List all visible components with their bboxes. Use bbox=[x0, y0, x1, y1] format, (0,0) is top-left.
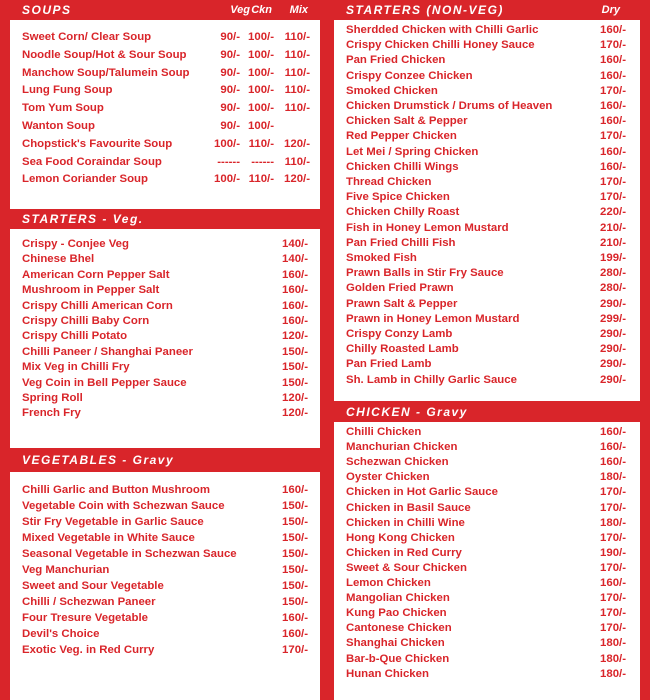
menu-item-row bbox=[334, 621, 640, 636]
menu-item-row bbox=[10, 268, 320, 283]
menu-item-row bbox=[334, 221, 640, 236]
menu-item-row bbox=[10, 237, 320, 252]
menu-item-row bbox=[334, 455, 640, 470]
menu-item-price: 160/- bbox=[600, 100, 626, 112]
menu-item-name: Hong Kong Chicken bbox=[346, 531, 455, 544]
menu-item-name: Crispy Chilli Potato bbox=[22, 330, 128, 343]
menu-item-price: 150/- bbox=[282, 532, 308, 544]
menu-item-name: Crispy Conzee Chicken bbox=[346, 69, 473, 82]
soup-price-ckn: 100/- bbox=[248, 84, 274, 97]
soup-price-mix: 110/- bbox=[284, 66, 310, 79]
menu-item-name: Chilli / Schezwan Paneer bbox=[22, 596, 156, 608]
soup-name: Wanton Soup bbox=[22, 120, 95, 132]
soup-price-veg: 90/- bbox=[220, 48, 240, 61]
menu-item-name: Devil's Choice bbox=[22, 628, 100, 640]
menu-item-price: 170/- bbox=[600, 622, 626, 635]
soup-price-mix: 120/- bbox=[284, 173, 310, 186]
menu-item-price: 160/- bbox=[282, 315, 308, 327]
menu-item-price: 160/- bbox=[282, 299, 308, 312]
menu-item-name: Pan Fried Chicken bbox=[346, 54, 446, 67]
menu-item-price: 140/- bbox=[282, 238, 308, 250]
menu-item-price: 190/- bbox=[600, 546, 626, 559]
menu-item-name: Sh. Lamb in Chilly Garlic Sauce bbox=[346, 373, 517, 386]
soups-title: SOUPS bbox=[22, 3, 72, 17]
menu-item-name: Mangolian Chicken bbox=[346, 592, 450, 605]
menu-item-row bbox=[334, 23, 640, 38]
menu-item-price: 160/- bbox=[600, 54, 626, 67]
menu-item-row bbox=[334, 342, 640, 357]
menu-item-row bbox=[334, 652, 640, 667]
menu-item-row bbox=[10, 391, 320, 406]
menu-item-row bbox=[10, 314, 320, 329]
menu-item-row bbox=[334, 312, 640, 327]
menu-item-row bbox=[334, 501, 640, 516]
menu-item-row bbox=[334, 591, 640, 606]
menu-item-price: 150/- bbox=[282, 564, 308, 576]
soup-name: Chopstick's Favourite Soup bbox=[22, 137, 173, 150]
menu-item-row bbox=[10, 252, 320, 267]
menu-item-row bbox=[10, 515, 320, 530]
menu-item-price: 170/- bbox=[600, 486, 626, 499]
soups-header bbox=[10, 1, 320, 19]
soup-price-ckn: 100/- bbox=[248, 31, 274, 43]
menu-item-price: 160/- bbox=[600, 160, 626, 173]
menu-item-name: Mixed Vegetable in White Sauce bbox=[22, 532, 195, 544]
menu-item-price: 150/- bbox=[282, 516, 308, 528]
menu-item-name: Smoked Chicken bbox=[346, 84, 438, 97]
menu-item-price: 140/- bbox=[282, 253, 308, 266]
menu-item-row bbox=[334, 99, 640, 114]
menu-item-row bbox=[10, 483, 320, 498]
menu-item-row bbox=[334, 297, 640, 312]
soup-price-veg: 100/- bbox=[214, 137, 240, 150]
menu-item-price: 150/- bbox=[282, 580, 308, 592]
menu-item-row bbox=[10, 499, 320, 514]
menu-item-row bbox=[334, 357, 640, 372]
soup-price-veg: 90/- bbox=[220, 120, 240, 132]
menu-item-price: 290/- bbox=[600, 343, 626, 356]
menu-item-row bbox=[334, 576, 640, 591]
menu-item-price: 170/- bbox=[600, 501, 626, 514]
chicken-gravy-header bbox=[334, 403, 640, 421]
menu-item-row bbox=[10, 345, 320, 360]
menu-item-price: 170/- bbox=[600, 531, 626, 544]
menu-item-row bbox=[334, 53, 640, 68]
menu-item-row bbox=[10, 595, 320, 610]
menu-item-price: 280/- bbox=[600, 282, 626, 295]
soup-name: Lung Fung Soup bbox=[22, 84, 113, 97]
menu-item-name: Pan Fried Chilli Fish bbox=[346, 236, 456, 249]
menu-item-row bbox=[10, 329, 320, 344]
menu-item-price: 170/- bbox=[600, 39, 626, 52]
menu-item-name: Manchurian Chicken bbox=[346, 441, 458, 454]
menu-item-price: 160/- bbox=[600, 24, 626, 36]
menu-item-name: Pan Fried Lamb bbox=[346, 358, 432, 371]
menu-item-price: 160/- bbox=[600, 577, 626, 589]
menu-item-name: Shanghai Chicken bbox=[346, 637, 445, 650]
menu-item-name: Spring Roll bbox=[22, 392, 83, 404]
menu-item-price: 199/- bbox=[600, 252, 626, 264]
menu-item-name: Crispy Chicken Chilli Honey Sauce bbox=[346, 39, 535, 52]
menu-item-price: 290/- bbox=[600, 358, 626, 371]
menu-item-row bbox=[334, 636, 640, 651]
menu-item-name: Let Mei / Spring Chicken bbox=[346, 145, 479, 158]
menu-item-name: Veg Manchurian bbox=[22, 564, 110, 576]
soup-row bbox=[10, 83, 320, 98]
menu-item-name: Chilli Chicken bbox=[346, 426, 422, 438]
starters-veg-panel bbox=[10, 229, 320, 448]
menu-item-price: 160/- bbox=[282, 268, 308, 281]
menu-item-price: 160/- bbox=[600, 456, 626, 469]
soup-row bbox=[10, 48, 320, 63]
soup-price-mix: 110/- bbox=[284, 48, 310, 61]
soup-price-ckn: ------ bbox=[251, 155, 274, 168]
soup-price-ckn: 100/- bbox=[248, 66, 274, 79]
menu-item-price: 170/- bbox=[600, 84, 626, 97]
menu-item-name: Kung Pao Chicken bbox=[346, 607, 447, 620]
soup-row bbox=[10, 137, 320, 152]
menu-item-price: 299/- bbox=[600, 312, 626, 325]
menu-item-price: 170/- bbox=[600, 607, 626, 620]
starters-nonveg-title: STARTERS (NON-VEG) bbox=[346, 3, 504, 17]
menu-item-price: 150/- bbox=[282, 361, 308, 374]
menu-item-row bbox=[10, 547, 320, 562]
menu-item-name: Oyster Chicken bbox=[346, 471, 430, 484]
menu-item-name: Chicken Drumstick / Drums of Heaven bbox=[346, 100, 553, 112]
menu-item-row bbox=[10, 299, 320, 314]
soup-price-ckn: 100/- bbox=[248, 120, 274, 132]
menu-item-row bbox=[10, 406, 320, 421]
menu-item-row bbox=[334, 470, 640, 485]
menu-item-row bbox=[334, 236, 640, 251]
chicken-gravy-panel bbox=[334, 422, 640, 700]
soups-col-veg: Veg bbox=[230, 4, 250, 16]
menu-item-row bbox=[334, 485, 640, 500]
menu-item-price: 180/- bbox=[600, 516, 626, 529]
soup-price-ckn: 100/- bbox=[248, 102, 274, 115]
menu-item-row bbox=[10, 531, 320, 546]
vegetables-title: VEGETABLES - Gravy bbox=[22, 453, 175, 467]
menu-item-name: Chilli Garlic and Button Mushroom bbox=[22, 484, 210, 496]
soup-price-veg: 90/- bbox=[220, 31, 240, 43]
starters-nonveg-col-dry: Dry bbox=[601, 4, 620, 16]
menu-item-name: Mix Veg in Chilli Fry bbox=[22, 361, 130, 374]
soup-name: Manchow Soup/Talumein Soup bbox=[22, 66, 190, 79]
menu-item-name: Chicken Chilli Wings bbox=[346, 160, 459, 173]
menu-item-price: 160/- bbox=[282, 484, 308, 496]
menu-item-row bbox=[10, 360, 320, 375]
menu-item-row bbox=[334, 516, 640, 531]
soup-price-mix: 110/- bbox=[284, 84, 310, 97]
menu-item-name: Red Pepper Chicken bbox=[346, 130, 457, 143]
soup-name: Noodle Soup/Hot & Sour Soup bbox=[22, 48, 187, 61]
menu-item-row bbox=[334, 531, 640, 546]
menu-item-row bbox=[10, 563, 320, 578]
menu-item-name: Sweet & Sour Chicken bbox=[346, 561, 467, 574]
menu-item-name: Seasonal Vegetable in Schezwan Sauce bbox=[22, 548, 237, 560]
menu-item-price: 160/- bbox=[600, 69, 626, 82]
menu-item-price: 160/- bbox=[282, 628, 308, 640]
menu-item-price: 150/- bbox=[282, 376, 308, 389]
menu-item-row bbox=[334, 84, 640, 99]
menu-item-name: Crispy - Conjee Veg bbox=[22, 238, 129, 250]
menu-item-price: 290/- bbox=[600, 373, 626, 386]
soup-price-mix: 110/- bbox=[284, 102, 310, 115]
menu-item-name: Chilli Paneer / Shanghai Paneer bbox=[22, 345, 193, 358]
menu-item-price: 170/- bbox=[600, 561, 626, 574]
vegetables-header bbox=[10, 451, 320, 469]
soup-price-mix: 120/- bbox=[284, 137, 310, 150]
soups-panel bbox=[10, 20, 320, 209]
soup-row bbox=[10, 155, 320, 170]
chicken-gravy-title: CHICKEN - Gravy bbox=[346, 405, 468, 419]
soup-row bbox=[10, 119, 320, 134]
menu-item-row bbox=[334, 205, 640, 220]
menu-item-row bbox=[334, 546, 640, 561]
menu-item-name: Hunan Chicken bbox=[346, 667, 429, 680]
menu-item-name: Golden Fried Prawn bbox=[346, 282, 454, 295]
menu-item-name: Chicken Salt & Pepper bbox=[346, 115, 468, 128]
soup-name: Lemon Coriander Soup bbox=[22, 173, 148, 186]
menu-item-name: French Fry bbox=[22, 407, 81, 420]
menu-item-row bbox=[10, 376, 320, 391]
soup-row bbox=[10, 30, 320, 45]
menu-item-name: Thread Chicken bbox=[346, 176, 432, 188]
soup-price-veg: ------ bbox=[217, 155, 240, 168]
menu-item-name: Vegetable Coin with Schezwan Sauce bbox=[22, 500, 225, 512]
menu-item-row bbox=[334, 440, 640, 455]
menu-item-row bbox=[334, 667, 640, 682]
soup-price-mix: 110/- bbox=[284, 31, 310, 43]
menu-item-row bbox=[334, 145, 640, 160]
menu-item-price: 160/- bbox=[282, 612, 308, 624]
soup-price-mix: 110/- bbox=[284, 155, 310, 168]
menu-item-name: Five Spice Chicken bbox=[346, 191, 450, 204]
menu-item-name: Chilly Roasted Lamb bbox=[346, 343, 459, 356]
menu-item-name: Chicken in Chilli Wine bbox=[346, 516, 465, 529]
vegetables-panel bbox=[10, 472, 320, 700]
menu-item-name: Prawn in Honey Lemon Mustard bbox=[346, 312, 520, 325]
menu-item-price: 180/- bbox=[600, 667, 626, 680]
menu-item-price: 150/- bbox=[282, 548, 308, 560]
menu-item-row bbox=[334, 266, 640, 281]
soup-name: Sea Food Coraindar Soup bbox=[22, 155, 162, 168]
menu-item-price: 120/- bbox=[282, 407, 308, 420]
menu-item-name: Mushroom in Pepper Salt bbox=[22, 284, 160, 297]
starters-nonveg-header bbox=[334, 1, 640, 19]
soup-price-ckn: 110/- bbox=[248, 137, 274, 150]
starters-veg-header bbox=[10, 210, 320, 228]
menu-item-name: Prawn Salt & Pepper bbox=[346, 297, 458, 310]
starters-veg-title: STARTERS - Veg. bbox=[22, 212, 144, 226]
menu-item-price: 220/- bbox=[600, 206, 626, 219]
menu-item-name: Crispy Conzy Lamb bbox=[346, 328, 453, 340]
menu-item-row bbox=[10, 579, 320, 594]
menu-item-price: 170/- bbox=[282, 644, 308, 656]
menu-item-price: 150/- bbox=[282, 345, 308, 358]
menu-item-row bbox=[334, 606, 640, 621]
menu-item-name: Schezwan Chicken bbox=[346, 456, 449, 469]
menu-item-price: 170/- bbox=[600, 191, 626, 204]
menu-item-row bbox=[334, 327, 640, 342]
soup-row bbox=[10, 101, 320, 116]
soup-price-veg: 90/- bbox=[220, 66, 240, 79]
menu-item-row bbox=[334, 373, 640, 388]
menu-item-name: Cantonese Chicken bbox=[346, 622, 452, 635]
menu-item-name: Bar-b-Que Chicken bbox=[346, 652, 450, 665]
menu-item-row bbox=[334, 251, 640, 266]
menu-item-name: Stir Fry Vegetable in Garlic Sauce bbox=[22, 516, 204, 528]
menu-item-price: 180/- bbox=[600, 471, 626, 484]
starters-nonveg-panel bbox=[334, 20, 640, 401]
menu-item-price: 120/- bbox=[282, 330, 308, 343]
menu-item-row bbox=[334, 38, 640, 53]
menu-item-row bbox=[334, 281, 640, 296]
menu-item-price: 160/- bbox=[600, 426, 626, 438]
menu-item-row bbox=[334, 561, 640, 576]
soup-name: Tom Yum Soup bbox=[22, 102, 104, 115]
menu-item-name: Sherdded Chicken with Chilli Garlic bbox=[346, 24, 539, 36]
soup-name: Sweet Corn/ Clear Soup bbox=[22, 31, 152, 43]
menu-item-name: American Corn Pepper Salt bbox=[22, 268, 170, 281]
menu-item-price: 160/- bbox=[282, 284, 308, 297]
soup-row bbox=[10, 172, 320, 187]
menu-item-price: 160/- bbox=[600, 115, 626, 128]
menu-item-row bbox=[334, 425, 640, 440]
menu-item-price: 210/- bbox=[600, 236, 626, 249]
soup-price-veg: 90/- bbox=[220, 102, 240, 115]
menu-item-row bbox=[334, 160, 640, 175]
menu-item-price: 280/- bbox=[600, 267, 626, 280]
menu-item-row bbox=[10, 627, 320, 642]
menu-item-price: 150/- bbox=[282, 596, 308, 608]
menu-item-name: Exotic Veg. in Red Curry bbox=[22, 644, 155, 656]
menu-item-name: Prawn Balls in Stir Fry Sauce bbox=[346, 267, 504, 280]
menu-item-price: 180/- bbox=[600, 637, 626, 650]
soup-price-veg: 90/- bbox=[220, 84, 240, 97]
menu-item-price: 120/- bbox=[282, 392, 308, 404]
menu-item-name: Chicken in Hot Garlic Sauce bbox=[346, 486, 498, 499]
menu-item-name: Lemon Chicken bbox=[346, 577, 431, 589]
menu-item-price: 150/- bbox=[282, 500, 308, 512]
soup-row bbox=[10, 66, 320, 81]
menu-item-name: Chicken Chilly Roast bbox=[346, 206, 460, 219]
menu-item-name: Smoked Fish bbox=[346, 252, 417, 264]
menu-item-row bbox=[10, 643, 320, 658]
soup-price-ckn: 100/- bbox=[248, 48, 274, 61]
menu-item-price: 160/- bbox=[600, 441, 626, 454]
soups-col-ckn: Ckn bbox=[251, 4, 272, 16]
menu-item-name: Fish in Honey Lemon Mustard bbox=[346, 221, 509, 234]
menu-item-price: 290/- bbox=[600, 328, 626, 340]
menu-item-name: Chicken in Basil Sauce bbox=[346, 501, 471, 514]
menu-item-price: 160/- bbox=[600, 145, 626, 158]
menu-item-price: 170/- bbox=[600, 592, 626, 605]
menu-item-row bbox=[334, 175, 640, 190]
menu-item-name: Crispy Chilli American Corn bbox=[22, 299, 173, 312]
menu-item-price: 290/- bbox=[600, 297, 626, 310]
menu-item-row bbox=[334, 190, 640, 205]
menu-item-row bbox=[334, 114, 640, 129]
menu-item-name: Crispy Chilli Baby Corn bbox=[22, 315, 150, 327]
menu-item-price: 170/- bbox=[600, 176, 626, 188]
menu-item-name: Four Tresure Vegetable bbox=[22, 612, 148, 624]
soup-price-ckn: 110/- bbox=[248, 173, 274, 186]
menu-item-name: Veg Coin in Bell Pepper Sauce bbox=[22, 376, 187, 389]
menu-item-name: Chicken in Red Curry bbox=[346, 546, 462, 559]
menu-item-name: Sweet and Sour Vegetable bbox=[22, 580, 164, 592]
menu-item-price: 170/- bbox=[600, 130, 626, 143]
menu-item-price: 210/- bbox=[600, 221, 626, 234]
menu-item-name: Chinese Bhel bbox=[22, 253, 95, 266]
menu-item-row bbox=[334, 69, 640, 84]
menu-item-price: 180/- bbox=[600, 652, 626, 665]
soups-col-mix: Mix bbox=[289, 4, 308, 16]
menu-item-row bbox=[10, 611, 320, 626]
soup-price-veg: 100/- bbox=[214, 173, 240, 186]
menu-item-row bbox=[334, 129, 640, 144]
menu-item-row bbox=[10, 283, 320, 298]
